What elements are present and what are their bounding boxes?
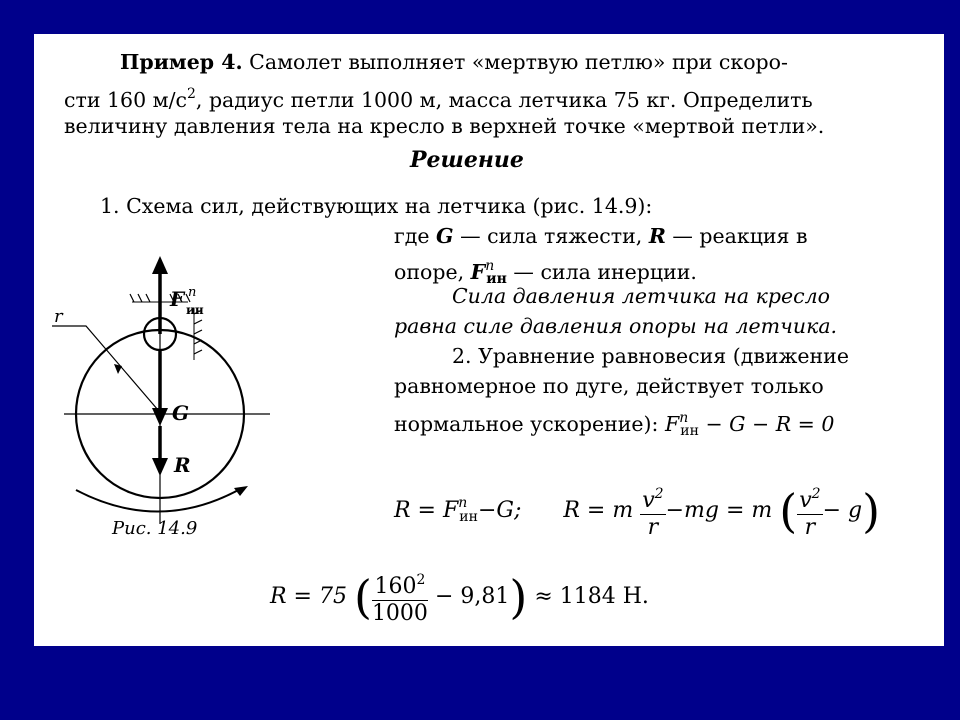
reaction-arrowhead bbox=[152, 458, 168, 476]
problem-text-1: Самолет выполняет «мертвую петлю» при скоро- bbox=[249, 50, 788, 74]
formula-row-1 bbox=[394, 468, 880, 538]
f3-fraction bbox=[372, 567, 428, 627]
f1-lhs: R = F bbox=[394, 498, 459, 523]
inertia-arrowhead bbox=[152, 256, 168, 274]
f3-lparen: ( bbox=[353, 570, 372, 624]
f2-num-sup: 2 bbox=[654, 486, 664, 502]
radius-leader bbox=[52, 326, 158, 410]
label-r-force: R bbox=[174, 453, 191, 477]
legend-line-1 bbox=[394, 224, 808, 248]
problem-text-2: сти 160 м/с bbox=[64, 88, 187, 112]
f3-num-sup: 2 bbox=[416, 572, 426, 588]
label-f-sub: ин bbox=[186, 303, 204, 317]
f1-sub: ин bbox=[459, 509, 478, 525]
f3-num: 160 bbox=[374, 574, 417, 599]
problem-text-2b: , радиус петли 1000 м, масса летчика 75 кг. Определить bbox=[195, 88, 813, 112]
g-symbol: G bbox=[436, 224, 454, 248]
f3-tail: − 9,81 bbox=[434, 584, 510, 609]
step2-text-3: нормальное ускорение): bbox=[394, 412, 659, 436]
f-desc: — сила инерции. bbox=[513, 260, 697, 284]
figure-caption: Рис. 14.9 bbox=[112, 518, 198, 539]
formula-row-2 bbox=[270, 562, 649, 632]
problem-line-2 bbox=[64, 82, 813, 112]
force-diagram bbox=[34, 234, 334, 564]
f2-fraction-2 bbox=[797, 481, 822, 541]
f2-tail: − g bbox=[822, 498, 863, 523]
problem-line-1 bbox=[120, 50, 788, 74]
label-g: G bbox=[172, 401, 190, 425]
where-word: где bbox=[394, 224, 430, 248]
f3-lhs: R = 75 bbox=[270, 584, 347, 609]
f-sup: n bbox=[485, 258, 495, 274]
italic-line-2: равна силе давления опоры на летчика. bbox=[394, 314, 838, 338]
radius-arrowhead bbox=[114, 364, 122, 374]
f2-rparen: ) bbox=[862, 484, 881, 538]
motion-arc bbox=[76, 488, 242, 512]
f2-den-2: r bbox=[804, 515, 816, 540]
f2-num: v bbox=[642, 488, 655, 513]
label-f: F bbox=[170, 287, 185, 311]
support-word: опоре, bbox=[394, 260, 465, 284]
slide bbox=[34, 34, 944, 646]
step2-line-3 bbox=[394, 406, 834, 443]
f2-fraction bbox=[640, 481, 665, 541]
r-desc: — реакция в bbox=[672, 224, 808, 248]
f2-den: r bbox=[647, 515, 659, 540]
f2-lhs: R = m bbox=[563, 498, 634, 523]
f2-mid: −mg = m bbox=[665, 498, 773, 523]
problem-title: Пример 4. bbox=[120, 50, 243, 74]
label-radius: r bbox=[54, 306, 63, 327]
label-f-sup: n bbox=[188, 285, 197, 300]
eq-f-sub: ин bbox=[680, 423, 699, 439]
f-symbol: F bbox=[470, 260, 486, 284]
r-symbol: R bbox=[648, 224, 666, 248]
gravity-arrowhead bbox=[152, 408, 168, 426]
step2-line-1: 2. Уравнение равновесия (движение bbox=[452, 344, 849, 368]
f2-num-2: v bbox=[799, 488, 812, 513]
f3-den: 1000 bbox=[371, 601, 428, 626]
solution-heading: Решение bbox=[410, 147, 524, 173]
f2-lparen: ( bbox=[779, 484, 798, 538]
f3-rparen: ) bbox=[509, 570, 528, 624]
f1-sup: n bbox=[458, 495, 468, 511]
eq-f-sup: n bbox=[679, 410, 689, 426]
step2-line-2: равномерное по дуге, действует только bbox=[394, 374, 824, 398]
eq-f: F bbox=[664, 412, 680, 436]
f-sub: ин bbox=[486, 271, 507, 287]
equilibrium-eq: − G − R = 0 bbox=[705, 412, 835, 436]
f2-num-sup-2: 2 bbox=[811, 486, 821, 502]
step1-text: 1. Схема сил, действующих на летчика (рис. 14.9): bbox=[100, 194, 653, 218]
problem-line-3: величину давления тела на кресло в верхней точке «мертвой петли». bbox=[64, 114, 825, 138]
f1-rest: −G; bbox=[477, 498, 522, 523]
g-desc: — сила тяжести, bbox=[460, 224, 643, 248]
italic-line-1: Сила давления летчика на кресло bbox=[452, 284, 830, 308]
f3-result: ≈ 1184 Н. bbox=[534, 584, 649, 609]
problem-sup: 2 bbox=[186, 86, 196, 102]
